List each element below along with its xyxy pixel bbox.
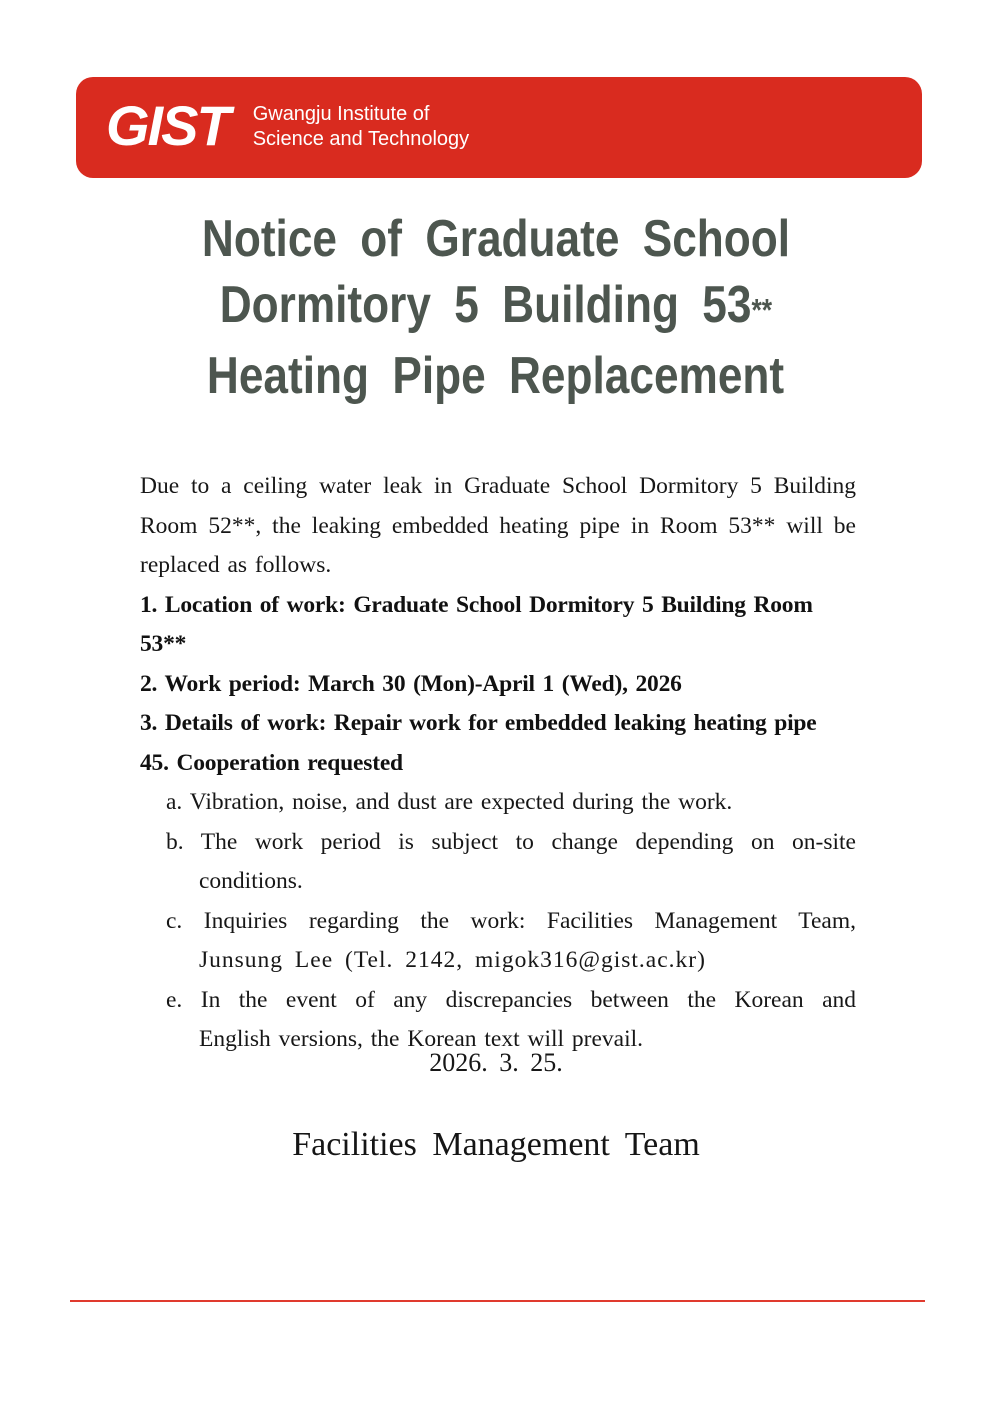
list-item-period: 2. Work period: March 30 (Mon)-April 1 (Wed), 2026	[140, 670, 682, 697]
organization-name-line2: Science and Technology	[252, 127, 470, 150]
gist-logo: GIST	[106, 93, 229, 157]
sub-item-b-line2: conditions.	[199, 868, 303, 894]
title-line-2-text: Dormitory 5 Building 53	[219, 276, 752, 334]
paragraph-line: replaced as follows.	[140, 552, 332, 578]
footer-divider-line	[70, 1300, 925, 1302]
list-item-cooperation: 45. Cooperation requested	[140, 749, 403, 776]
sub-item-b-line1: b. The work period is subject to change depending on on-site	[166, 828, 856, 855]
paragraph-line: Due to a ceiling water leak in Graduate School Dormitory 5 Building	[140, 473, 856, 499]
title-line-2	[0, 272, 992, 343]
sub-item-e-line1: e. In the event of any discrepancies between the Korean and	[166, 986, 856, 1013]
signature-team-name: Facilities Management Team	[292, 1126, 700, 1163]
sub-item-c-line1: c. Inquiries regarding the work: Facilities Management Team,	[166, 907, 856, 934]
sub-item-c-line2: Junsung Lee (Tel. 2142, migok316@gist.ac.kr)	[199, 947, 706, 973]
title-asterisks: **	[751, 292, 773, 328]
lettered-sublist	[140, 783, 856, 1060]
sub-item-e-line2: English versions, the Korean text will prevail.	[199, 1026, 644, 1052]
list-item-details: 3. Details of work: Repair work for embedded leaking heating pipe	[140, 710, 817, 736]
sub-item-a: a. Vibration, noise, and dust are expected during the work.	[166, 789, 733, 815]
title-line-3: Heating Pipe Replacement	[207, 347, 785, 406]
notice-date: 2026. 3. 25.	[429, 1048, 563, 1077]
organization-name	[253, 102, 469, 154]
page-title	[0, 206, 992, 409]
list-item-location: 1. Location of work: Graduate School Dormitory 5 Building Room 53**	[140, 591, 813, 657]
gist-header-banner	[76, 77, 922, 178]
organization-name-line1: Gwangju Institute of	[252, 102, 430, 125]
notice-body	[140, 467, 856, 1060]
numbered-list	[140, 586, 856, 784]
title-line-1: Notice of Graduate School	[201, 210, 791, 268]
intro-paragraph	[140, 467, 856, 586]
paragraph-line: Room 52**, the leaking embedded heating pipe in Room 53** will be	[140, 512, 856, 539]
